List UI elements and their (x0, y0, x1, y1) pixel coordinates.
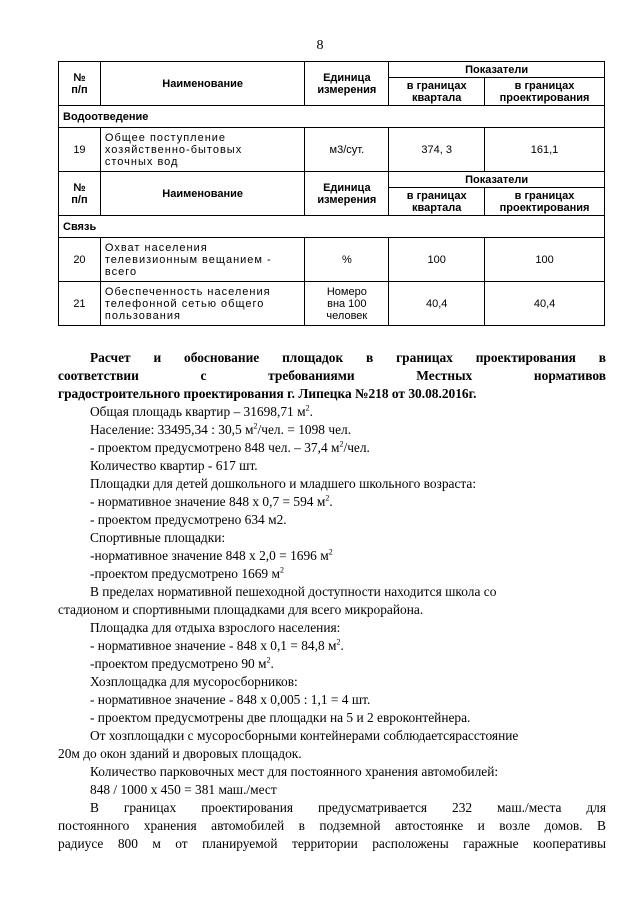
text-line-15: -проектом предусмотрено 90 $м^2$. (90, 655, 274, 671)
indicators-table (58, 61, 605, 326)
text-line-9: -нормативное значение 848 х 2,0 = 1696 $м^2$ (90, 547, 333, 563)
text-line-17: - нормативное значение - 848 х 0,005 : 1,1 = 4 шт. (90, 692, 371, 707)
header2-unit: Единица измерения (305, 172, 389, 216)
section-communication: Связь (59, 216, 605, 238)
row20-num: 20 (59, 238, 101, 282)
row20-unit: % (305, 238, 389, 282)
text-line-8: Спортивные площадки: (90, 530, 226, 545)
text-line-14: - нормативное значение - 848 х 0,1 = 84,8 $м^2$. (90, 637, 344, 653)
row19-name: Общее поступление хозяйственно-бытовых сточных вод (100, 128, 304, 172)
text-line-2: Население: 33495,34 : 30,5 $м^2$/чел. = 1098 чел. (90, 421, 352, 437)
text-line-5: Площадки для детей дошкольного и младшего школьного возраста: (90, 476, 477, 491)
text-line-22: 848 / 1000 х 450 = 381 маш./мест (90, 782, 277, 797)
text-line-10: -проектом предусмотрено 1669 $м^2$ (90, 565, 284, 581)
header2-indicators: Показатели (389, 172, 605, 188)
text-line-3: - проектом предусмотрено 848 чел. – 37,4 $м^2$/чел. (90, 439, 370, 455)
row21-quarter: 40,4 (389, 282, 485, 326)
row21-name: Обеспеченность населения телефонной сетью общего пользования (100, 282, 304, 326)
row19-quarter: 374, 3 (389, 128, 485, 172)
section-water-disposal: Водоотведение (59, 106, 605, 128)
text-line-20: 20м до окон зданий и дворовых площадок. (58, 746, 302, 761)
header-quarter: в границах квартала (389, 78, 485, 106)
page-number: 8 (316, 38, 324, 53)
header-project: в границах проектирования (485, 78, 605, 106)
row20-project: 100 (485, 238, 605, 282)
heading-line-3: градостроительного проектирования г. Липецка №218 от 30.08.2016г. (58, 386, 477, 401)
row21-num: 21 (59, 282, 101, 326)
text-line-12: стадионом и спортивными площадками для всего микрорайона. (58, 602, 424, 617)
text-line-25: радиусе 800 м от планируемой территории расположены гаражные кооперативы (58, 836, 606, 851)
text-line-21: Количество парковочных мест для постоянного хранения автомобилей: (90, 764, 499, 779)
text-line-4: Количество квартир - 617 шт. (90, 458, 258, 473)
row19-unit: м3/сут. (305, 128, 389, 172)
header2-project: в границах проектирования (485, 188, 605, 216)
text-line-13: Площадка для отдыха взрослого населения: (90, 620, 341, 635)
text-line-16: Хозплощадка для мусоросборников: (90, 674, 298, 689)
text-line-23: В границах проектирования предусматривается 232 маш./места для (90, 800, 606, 815)
header2-num: № п/п (59, 172, 101, 216)
row21-project: 40,4 (485, 282, 605, 326)
row19-project: 161,1 (485, 128, 605, 172)
heading-line-2: соответствии с требованиями Местных нормативов (58, 368, 606, 383)
text-line-18: - проектом предусмотрены две площадки на 5 и 2 евроконтейнера. (90, 710, 471, 725)
row19-num: 19 (59, 128, 101, 172)
header-unit: Единица измерения (305, 62, 389, 106)
text-line-24: постоянного хранения автомобилей в подземной автостоянке и возле домов. В (58, 818, 606, 833)
body-text (58, 349, 606, 853)
row20-quarter: 100 (389, 238, 485, 282)
text-line-7: - проектом предусмотрено 634 м2. (90, 512, 287, 527)
header-indicators: Показатели (389, 62, 605, 78)
row21-unit: Номеро вна 100 человек (305, 282, 389, 326)
row20-name: Охват населения телевизионным вещанием - всего (100, 238, 304, 282)
text-line-6: - нормативное значение 848 х 0,7 = 594 $м^2$. (90, 493, 333, 509)
text-line-19: От хозплощадки с мусоросборными контейнерами соблюдаетсярасстояние (90, 728, 519, 743)
header-name: Наименование (100, 62, 304, 106)
header-num: № п/п (59, 62, 101, 106)
text-line-1: Общая площадь квартир – 31698,71 $м^2$. (90, 403, 313, 419)
header2-name: Наименование (100, 172, 304, 216)
heading-line-1: Расчет и обоснование площадок в границах проектирования в (90, 350, 606, 365)
header2-quarter: в границах квартала (389, 188, 485, 216)
text-line-11: В пределах нормативной пешеходной доступности находится школа со (90, 584, 497, 599)
